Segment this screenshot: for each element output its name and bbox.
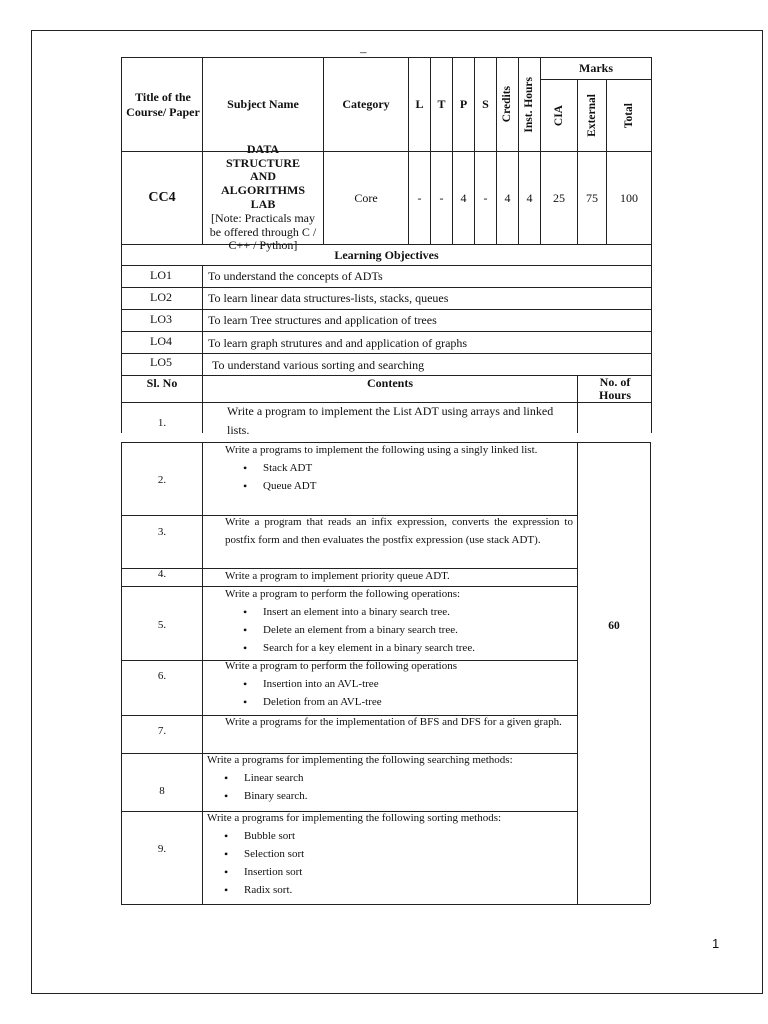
bullet-item: • Binary search. <box>244 787 575 805</box>
header-external: External <box>585 94 598 137</box>
course-name-cell <box>203 141 323 253</box>
bullet-item: • Insertion into an AVL-tree <box>263 675 573 693</box>
course-inst-hours: 4 <box>526 190 533 205</box>
lo-text: To learn graph strutures and and application of graphs <box>208 336 468 350</box>
bullet-item: • Selection sort <box>244 845 575 863</box>
task-number: 5. <box>157 619 167 631</box>
bullet-item: • Stack ADT <box>263 459 573 477</box>
task-text: Write a program to implement priority queue ADT. <box>225 570 450 582</box>
lo-text: To understand the concepts of ADTs <box>208 269 383 283</box>
task-item <box>225 567 573 585</box>
header-s: S <box>482 97 489 111</box>
contents-header-hours: No. of Hours <box>598 374 631 402</box>
header-cia: CIA <box>552 104 565 127</box>
bullet-item: • Linear search <box>244 769 575 787</box>
task-1-text: Write a program to implement the List ADT using arrays and linked lists. <box>227 404 554 437</box>
course-external: 75 <box>586 190 598 205</box>
lo-id: LO2 <box>150 290 172 304</box>
task-item <box>207 751 575 805</box>
learning-objectives-title: Learning Objectives <box>334 247 439 262</box>
course-cia: 25 <box>553 190 565 205</box>
task-item <box>225 713 573 731</box>
task-bullets <box>207 769 575 805</box>
course-credits: 4 <box>504 190 511 205</box>
course-p: 4 <box>460 190 467 205</box>
header-p: P <box>459 97 468 111</box>
bullet-item: • Radix sort. <box>244 881 575 899</box>
contents-header-sl-no: Sl. No <box>146 375 178 390</box>
lo-id: LO1 <box>150 268 172 282</box>
task-text: Write a programs for implementing the following searching methods: <box>207 754 513 766</box>
task-item <box>225 441 573 495</box>
header-total: Total <box>622 102 635 129</box>
course-s: - <box>483 190 488 205</box>
task-number: 8 <box>159 785 165 797</box>
contents-header-contents: Contents <box>366 375 413 390</box>
task-text: Write a program to perform the following operations <box>225 660 458 672</box>
bullet-item: • Search for a key element in a binary search tree. <box>263 639 573 657</box>
task-item <box>225 657 573 711</box>
course-note: [Note: Practicals may be offered through C / C++ / Python] <box>209 210 317 253</box>
course-name: DATA STRUCTURE AND ALGORITHMS LAB <box>221 141 306 211</box>
lo-id: LO3 <box>150 312 172 326</box>
task-number: 7. <box>157 725 167 737</box>
course-category: Core <box>354 190 378 205</box>
header-external-cell <box>578 80 606 151</box>
task-text: Write a programs to implement the following using a singly linked list. <box>225 444 538 456</box>
lo-text: To understand various sorting and searching <box>212 358 425 372</box>
bullet-item: • Insert an element into a binary search tree. <box>263 603 573 621</box>
bullet-item: • Deletion from an AVL-tree <box>263 693 573 711</box>
header-credits-cell <box>497 58 518 151</box>
task-number: 6. <box>157 670 167 682</box>
task-number: 9. <box>157 843 167 855</box>
header-subject-name: Subject Name <box>227 97 299 111</box>
header-l: L <box>415 97 424 111</box>
header-total-cell <box>607 80 651 151</box>
header-credits: Credits <box>501 86 514 123</box>
task-bullets <box>207 827 575 899</box>
header-inst-hours: Inst. Hours <box>523 76 536 133</box>
lo-id: LO4 <box>150 334 172 348</box>
task-text: Write a program that reads an infix expression, converts the expression to postfix form and then evaluates the postfix expression (use stack ADT). <box>225 516 573 546</box>
task-number: 3. <box>157 526 167 538</box>
lo-id: LO5 <box>150 355 172 369</box>
header-t: T <box>437 97 446 111</box>
task-number: 2. <box>157 474 167 486</box>
header-inst-hours-cell <box>519 58 540 151</box>
task-text: Write a programs for implementing the following sorting methods: <box>207 812 502 824</box>
task-item <box>207 809 575 899</box>
header-marks: Marks <box>579 61 613 75</box>
task-1-number: 1. <box>157 417 167 429</box>
course-t: - <box>439 190 444 205</box>
bullet-item: • Delete an element from a binary search tree. <box>263 621 573 639</box>
course-l: - <box>417 190 422 205</box>
lo-text: To learn linear data structures-lists, stacks, queues <box>208 291 449 305</box>
course-total: 100 <box>620 190 638 205</box>
header-category: Category <box>342 97 390 111</box>
header-title-of-course: Title of the Course/ Paper <box>126 89 200 119</box>
task-bullets <box>225 603 573 657</box>
task-bullets <box>225 459 573 495</box>
course-code: CC4 <box>148 190 176 206</box>
task-number: 4. <box>157 568 167 580</box>
bullet-item: • Insertion sort <box>244 863 575 881</box>
top-mark: – <box>360 44 367 59</box>
task-item <box>225 585 573 657</box>
page-number: 1 <box>712 936 720 951</box>
task-bullets <box>225 675 573 711</box>
hours-total: 60 <box>608 619 620 632</box>
lo-text: To learn Tree structures and application of trees <box>208 313 437 327</box>
task-text: Write a program to perform the following operations: <box>225 588 461 600</box>
header-cia-cell <box>541 80 577 151</box>
task-text: Write a programs for the implementation of BFS and DFS for a given graph. <box>225 716 562 728</box>
task-item <box>225 513 573 549</box>
bullet-item: • Bubble sort <box>244 827 575 845</box>
bullet-item: • Queue ADT <box>263 477 573 495</box>
